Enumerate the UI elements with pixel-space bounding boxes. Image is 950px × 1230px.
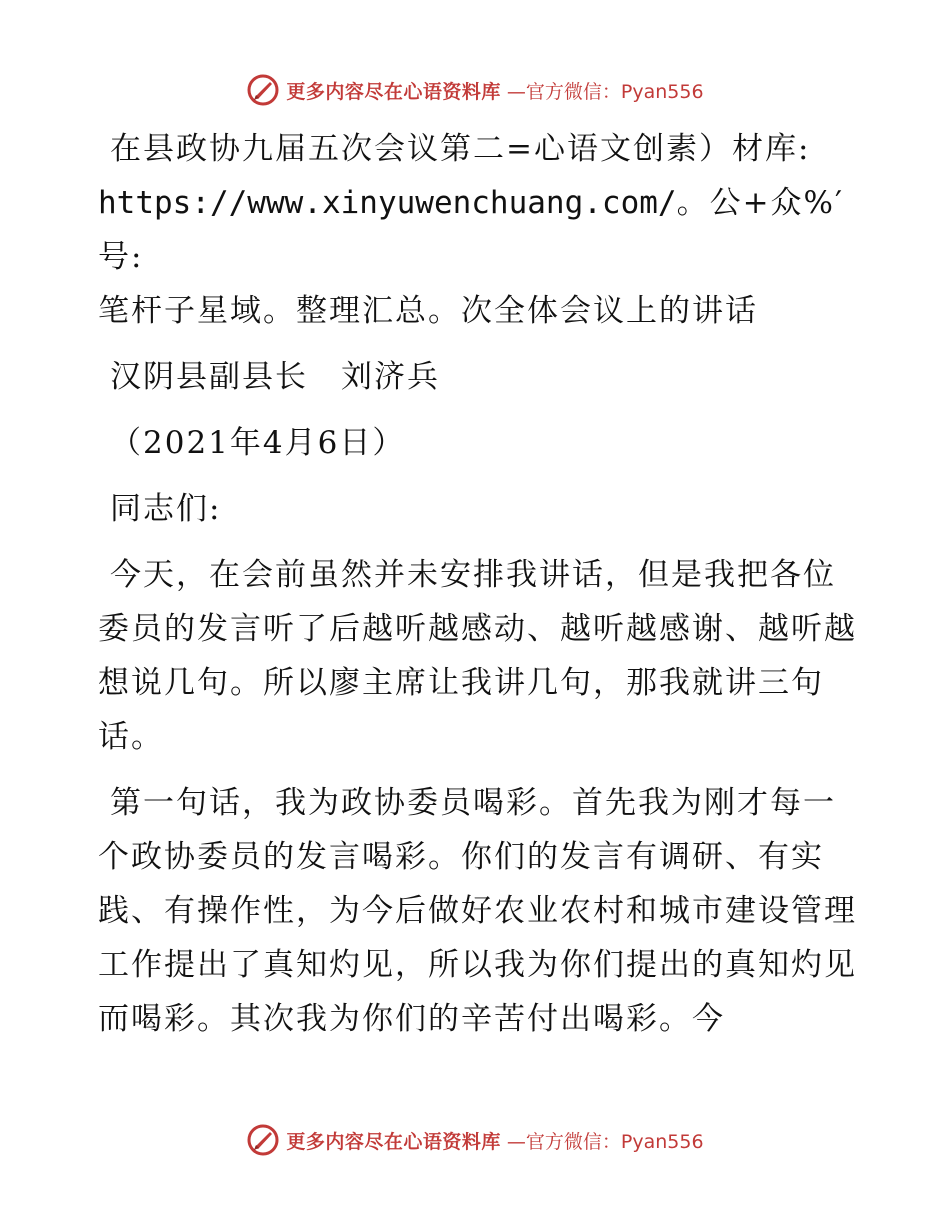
footer-watermark [0,1120,950,1160]
watermark-sub-text: —官方微信：Pyan556 [506,80,704,103]
title-url: https://www.xinyuwenchuang.com/ [98,185,677,221]
paragraph-2: 第一句话，我为政协委员喝彩。首先我为刚才每一个政协委员的发言喝彩。你们的发言有调研、有实践、有操作性，为今后做好农业农村和城市建设管理工作提出了真知灼见，所以我为你们提出的真知灼见而喝彩。其次我为你们的辛苦付出喝彩。今 [98,785,857,1037]
speaker-line: 汉阴县副县长 刘济兵 [110,359,440,395]
watermark-sub-text: —官方微信：Pyan556 [506,1130,704,1153]
title-line2-rest: 。公+众%′号: [98,185,845,275]
title-line3: 笔杆子星域。整理汇总。次全体会议上的讲话 [98,293,758,329]
quill-logo-icon [246,73,280,107]
date-line: （2021年4月6日） [110,425,406,461]
title-line1: 在县政协九届五次会议第二=心语文创素）材库: [110,131,811,167]
header-watermark [0,70,950,110]
salutation: 同志们: [110,491,222,527]
document-body [98,122,858,1058]
paragraph-1: 今天，在会前虽然并未安排我讲话，但是我把各位委员的发言听了后越听越感动、越听越感谢、越听越想说几句。所以廖主席让我讲几句，那我就讲三句话。 [98,557,857,755]
document-title [98,122,858,338]
watermark-main-text: 更多内容尽在心语资料库 [286,80,501,103]
quill-logo-icon [246,1123,280,1157]
watermark-main-text: 更多内容尽在心语资料库 [286,1130,501,1153]
